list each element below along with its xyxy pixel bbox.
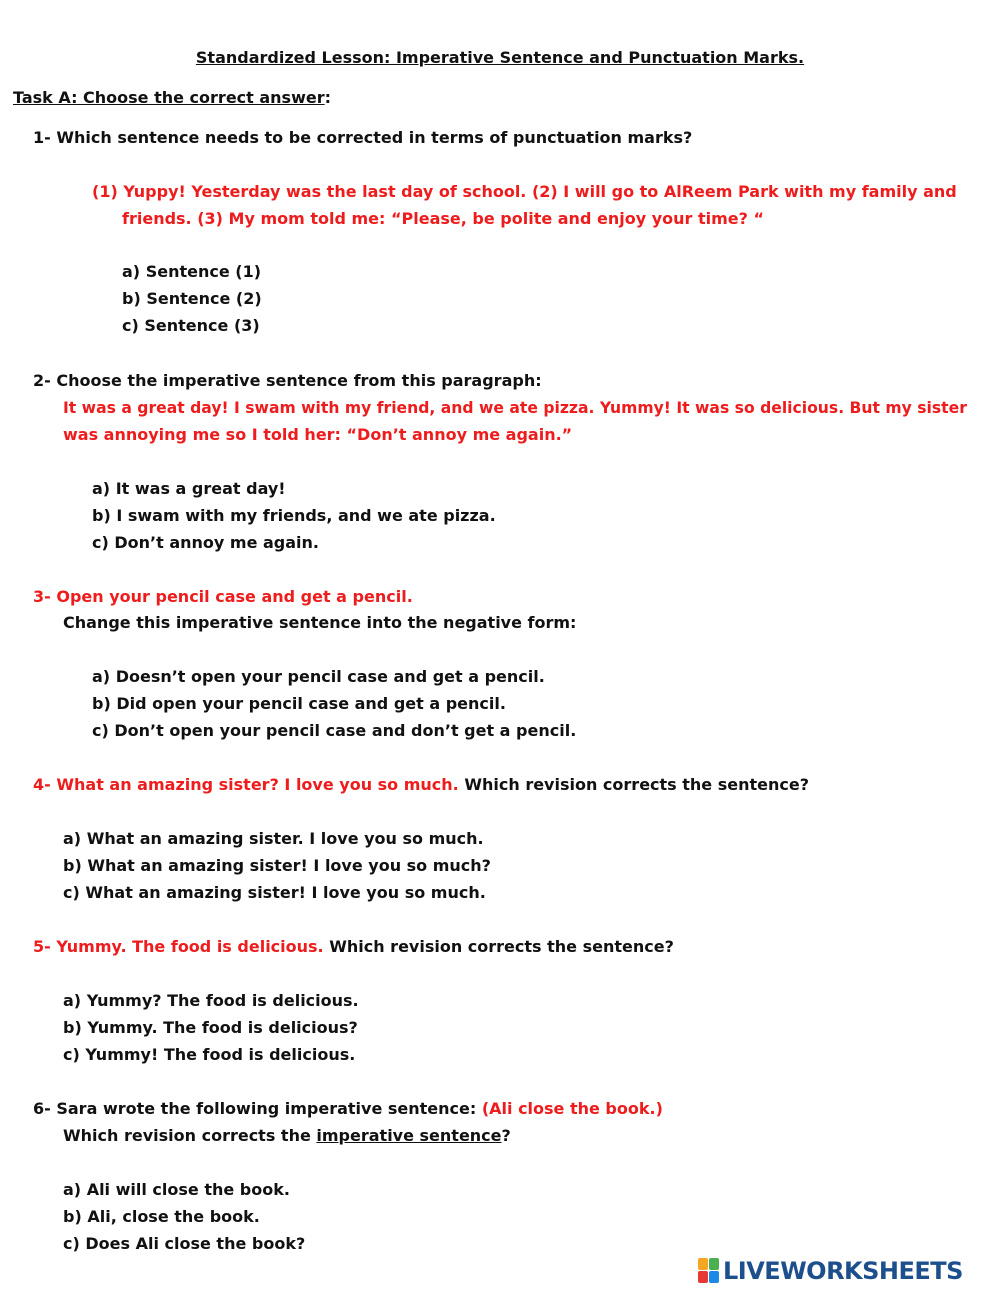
q3-instruction: Change this imperative sentence into the negative form:	[63, 613, 577, 632]
q2-option-c[interactable]	[92, 533, 319, 553]
option-letter: b)	[122, 289, 141, 308]
question-4	[33, 775, 809, 795]
option-text: Doesn’t open your pencil case and get a pencil.	[115, 667, 545, 686]
q4-text-red: What an amazing sister? I love you so much.	[56, 775, 459, 794]
option-letter: b)	[63, 856, 82, 875]
q4-text: Which revision corrects the sentence?	[464, 775, 809, 794]
q1-passage-num: (1)	[92, 182, 118, 201]
option-text: Yummy. The food is delicious?	[87, 1018, 358, 1037]
option-letter: a)	[92, 667, 111, 686]
liveworksheets-brand: LIVEWORKSHEETS	[723, 1257, 963, 1285]
option-letter: a)	[92, 479, 111, 498]
option-text: Don’t open your pencil case and don’t get a pencil.	[114, 721, 577, 740]
q2-passage-line2: was annoying me so I told her: “Don’t annoy me again.”	[63, 425, 573, 444]
q6-text: Sara wrote the following imperative sentence:	[56, 1099, 477, 1118]
q5-number: 5-	[33, 937, 51, 956]
task-label: Task A: Choose the correct answer	[13, 88, 325, 107]
q3-number: 3-	[33, 587, 51, 606]
q5-option-b[interactable]	[63, 1018, 358, 1038]
option-letter: c)	[92, 533, 109, 552]
q3-option-b[interactable]	[92, 694, 506, 714]
q5-text-red: Yummy. The food is delicious.	[56, 937, 324, 956]
option-text: Sentence (3)	[144, 316, 260, 335]
q6-text-red: (Ali close the book.)	[481, 1099, 663, 1118]
question-3	[33, 587, 413, 607]
task-colon: :	[324, 88, 332, 107]
option-text: What an amazing sister! I love you so much.	[85, 883, 486, 902]
q6-instruction	[63, 1126, 511, 1146]
option-letter: b)	[92, 694, 111, 713]
question-5	[33, 937, 674, 957]
option-letter: a)	[122, 262, 141, 281]
question-1	[33, 128, 692, 148]
q5-text: Which revision corrects the sentence?	[329, 937, 674, 956]
q2-option-a[interactable]	[92, 479, 286, 499]
q2-text: Choose the imperative sentence from this paragraph:	[56, 371, 542, 390]
option-letter: a)	[63, 829, 82, 848]
q6-option-c[interactable]	[63, 1234, 305, 1254]
option-text: Does Ali close the book?	[85, 1234, 306, 1253]
q5-option-a[interactable]	[63, 991, 359, 1011]
q6-instruction-a: Which revision corrects the	[63, 1126, 311, 1145]
option-text: I swam with my friends, and we ate pizza.	[116, 506, 496, 525]
option-letter: b)	[92, 506, 111, 525]
option-letter: c)	[63, 1045, 80, 1064]
q1-passage-line2: friends. (3) My mom told me: “Please, be polite and enjoy your time? “	[122, 209, 764, 228]
question-2	[33, 371, 542, 391]
option-text: What an amazing sister! I love you so much?	[87, 856, 491, 875]
question-6	[33, 1099, 663, 1119]
option-letter: b)	[63, 1018, 82, 1037]
q2-option-b[interactable]	[92, 506, 496, 526]
q4-option-a[interactable]	[63, 829, 484, 849]
option-text: Did open your pencil case and get a pencil.	[116, 694, 506, 713]
q6-number: 6-	[33, 1099, 51, 1118]
q6-option-a[interactable]	[63, 1180, 290, 1200]
q3-text-red: Open your pencil case and get a pencil.	[56, 587, 413, 606]
option-letter: a)	[63, 1180, 82, 1199]
option-text: What an amazing sister. I love you so much.	[86, 829, 484, 848]
option-text: Don’t annoy me again.	[114, 533, 319, 552]
option-letter: a)	[63, 991, 82, 1010]
q3-option-c[interactable]	[92, 721, 576, 741]
q5-option-c[interactable]	[63, 1045, 355, 1065]
q4-number: 4-	[33, 775, 51, 794]
q1-option-c[interactable]	[122, 316, 260, 336]
option-letter: c)	[63, 883, 80, 902]
q6-instruction-b: ?	[501, 1126, 511, 1145]
option-text: Yummy? The food is delicious.	[86, 991, 359, 1010]
q4-option-b[interactable]	[63, 856, 491, 876]
option-text: Sentence (2)	[146, 289, 262, 308]
q3-option-a[interactable]	[92, 667, 545, 687]
liveworksheets-logo	[698, 1256, 963, 1286]
q1-passage-text1: Yuppy! Yesterday was the last day of school. (2) I will go to AlReem Park with my family and	[123, 182, 957, 201]
option-letter: c)	[63, 1234, 80, 1253]
page-title: Standardized Lesson: Imperative Sentence and Punctuation Marks.	[195, 48, 805, 67]
q2-number: 2-	[33, 371, 51, 390]
q1-number: 1-	[33, 128, 51, 147]
option-letter: c)	[92, 721, 109, 740]
liveworksheets-logo-icon	[698, 1258, 720, 1284]
q1-option-b[interactable]	[122, 289, 262, 309]
option-text: It was a great day!	[115, 479, 286, 498]
q1-text: Which sentence needs to be corrected in terms of punctuation marks?	[56, 128, 693, 147]
q4-option-c[interactable]	[63, 883, 486, 903]
option-text: Sentence (1)	[145, 262, 262, 281]
q6-instruction-underlined: imperative sentence	[316, 1126, 502, 1145]
option-letter: c)	[122, 316, 139, 335]
option-letter: b)	[63, 1207, 82, 1226]
option-text: Ali will close the book.	[86, 1180, 290, 1199]
q2-passage-line1: It was a great day! I swam with my friend, and we ate pizza. Yummy! It was so delicious. But my sister	[63, 399, 967, 417]
q6-option-b[interactable]	[63, 1207, 260, 1227]
q1-option-a[interactable]	[122, 262, 261, 282]
option-text: Ali, close the book.	[87, 1207, 260, 1226]
task-heading	[13, 88, 331, 108]
q1-passage-line1	[92, 182, 957, 202]
option-text: Yummy! The food is delicious.	[85, 1045, 356, 1064]
